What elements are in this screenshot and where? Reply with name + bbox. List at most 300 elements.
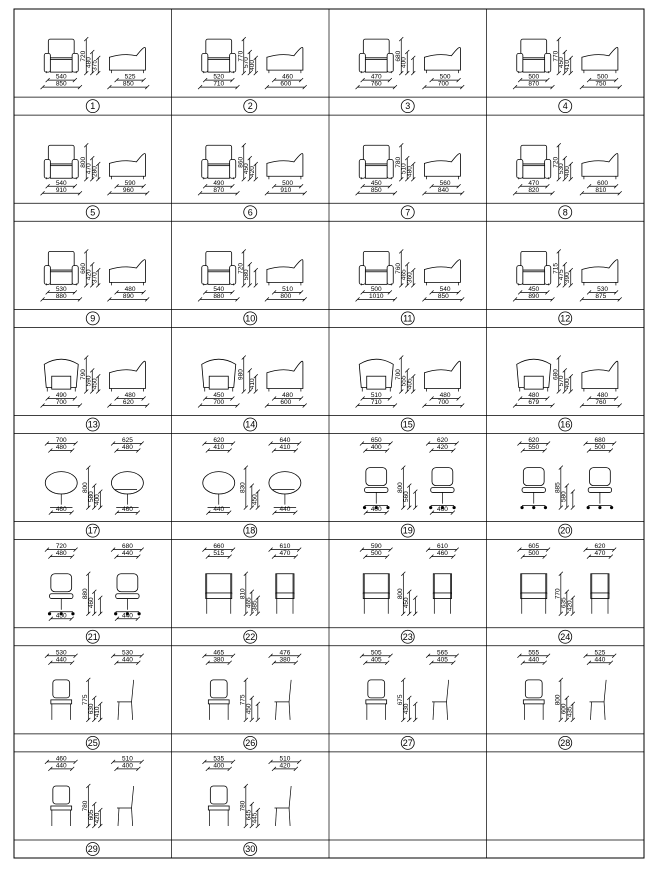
chair-seat-shape: [588, 488, 611, 493]
front-height-dimension: 800: [396, 588, 404, 600]
front-overall-width: 850: [55, 80, 67, 88]
chair-back-shape: [363, 574, 389, 594]
chair-cell: [517, 543, 616, 643]
top-right-inner-width: 470: [594, 550, 606, 558]
front-height-dimension: 675: [396, 694, 404, 706]
chair-shell-shape: [269, 472, 301, 494]
seat-height-dimension: 630: [87, 703, 95, 715]
chair-seat-shape: [208, 166, 230, 179]
chair-back-shape: [368, 680, 385, 698]
chair-back-shape: [366, 468, 387, 486]
top-left-inner-width: 550: [528, 444, 540, 451]
front-height-dimension: 720: [79, 50, 87, 62]
side-height-dimension: 450: [91, 378, 99, 390]
chair-side-shape: [267, 361, 303, 388]
side-inner-width: 540: [439, 285, 451, 293]
bottom-right-width: 440: [279, 506, 291, 514]
chair-arm-shape: [202, 53, 208, 72]
cell-number: 17: [87, 525, 98, 536]
front-overall-width: 910: [55, 186, 67, 194]
cell-number: 27: [402, 737, 413, 748]
chair-back-shape: [206, 574, 232, 594]
chair-profile: [590, 680, 607, 702]
side-height-dimension: 410: [249, 378, 257, 390]
side-overall-width: 850: [122, 80, 134, 88]
chair-arm-shape: [387, 53, 393, 72]
cell-number: 11: [403, 313, 413, 324]
seat-height-dimension: 580: [87, 491, 95, 503]
seat-height-dimension: 570: [558, 375, 566, 387]
top-right-inner-width: 480: [121, 444, 133, 451]
chair-side-shape: [424, 47, 460, 70]
side-inner-width: 460: [282, 73, 294, 81]
side-overall-width: 700: [437, 80, 449, 88]
side-overall-width: 850: [437, 292, 449, 300]
side-inner-width: 530: [597, 285, 609, 293]
chair-cell: [513, 37, 622, 113]
side-height-dimension: 420: [93, 812, 101, 824]
side-overall-width: 910: [280, 186, 292, 194]
front-inner-width: 470: [370, 73, 382, 81]
chair-seat-shape: [365, 60, 387, 73]
seat-height-dimension: 450: [245, 703, 253, 715]
top-left-overall-width: 465: [213, 649, 225, 657]
top-left-overall-width: 700: [55, 437, 67, 444]
front-overall-width: 679: [528, 399, 540, 406]
cell-number: 16: [560, 419, 571, 430]
cell-grid: [14, 9, 644, 858]
top-right-overall-width: 680: [594, 437, 606, 444]
seat-height-dimension: 420: [85, 269, 93, 281]
top-right-inner-width: 410: [279, 444, 291, 451]
cell-number: 12: [560, 313, 571, 324]
chair-seat-shape: [206, 593, 232, 599]
seat-height-dimension: 480: [85, 57, 93, 69]
top-right-overall-width: 530: [121, 649, 133, 657]
chair-seat-shape: [366, 700, 387, 704]
chair-arm-shape: [387, 160, 393, 179]
side-inner-width: 600: [597, 179, 609, 187]
side-overall-width: 600: [280, 399, 292, 406]
top-right-inner-width: 400: [121, 762, 133, 770]
front-overall-width: 890: [528, 292, 540, 300]
chair-seat-shape: [523, 700, 544, 704]
front-inner-width: 540: [55, 73, 67, 81]
bottom-left-width: 460: [55, 506, 67, 514]
side-height-dimension: 390: [564, 272, 572, 284]
chair-seat-shape: [52, 376, 71, 389]
front-height-dimension: 775: [239, 694, 247, 706]
side-inner-width: 510: [282, 285, 294, 293]
chair-arm-shape: [72, 53, 78, 72]
chair-seat-shape: [365, 488, 388, 493]
chair-shell-shape: [45, 472, 77, 494]
chair-seat-shape: [363, 593, 389, 599]
chair-cell: [45, 755, 144, 855]
front-inner-width: 500: [370, 285, 382, 293]
chair-side-shape: [582, 154, 618, 177]
seat-height-dimension: 635: [560, 597, 568, 609]
top-right-overall-width: 680: [121, 543, 133, 551]
chair-cell: [517, 649, 616, 749]
front-overall-width: 870: [213, 186, 225, 194]
chair-side-shape: [424, 361, 460, 388]
front-overall-width: 700: [213, 399, 225, 406]
front-inner-width: 530: [55, 285, 67, 293]
cell-number: 3: [405, 101, 411, 112]
side-height-dimension: 450: [251, 494, 259, 506]
chair-seat-shape: [433, 593, 451, 599]
front-height-dimension: 720: [552, 156, 560, 168]
top-right-inner-width: 420: [279, 762, 291, 770]
seat-height-dimension: 460: [87, 597, 95, 609]
side-overall-width: 810: [595, 186, 607, 194]
bottom-left-width: 450: [55, 612, 67, 620]
chair-leg: [118, 702, 119, 720]
seat-height-dimension: 450: [558, 57, 566, 69]
chair-caster: [429, 506, 432, 509]
front-inner-width: 520: [213, 73, 225, 81]
side-height-dimension: 385: [251, 600, 259, 612]
chair-back-shape: [363, 39, 389, 58]
chair-back-shape: [206, 145, 232, 164]
chair-seat-shape: [523, 166, 545, 179]
chair-back-shape: [433, 574, 451, 594]
chair-back-shape: [53, 680, 70, 698]
side-overall-width: 750: [595, 80, 607, 88]
cell-number: 7: [405, 207, 411, 218]
chair-seat-shape: [208, 700, 229, 704]
chair-arm-shape: [545, 266, 551, 285]
chair-profile: [275, 786, 292, 808]
side-height-dimension: 420: [249, 166, 257, 178]
chair-back-shape: [363, 251, 389, 270]
top-left-overall-width: 590: [370, 543, 382, 551]
front-height-dimension: 760: [394, 262, 402, 274]
chair-caster: [138, 612, 141, 615]
seat-height-dimension: 470: [85, 163, 93, 175]
chair-seat-shape: [521, 593, 547, 599]
chair-arm-shape: [517, 160, 523, 179]
top-right-overall-width: 510: [279, 755, 291, 763]
front-overall-width: 1010: [369, 292, 384, 300]
top-right-overall-width: 625: [121, 437, 133, 444]
chair-cell: [360, 437, 459, 537]
side-height-dimension: 405: [406, 378, 414, 390]
chair-cell: [41, 143, 150, 219]
chair-cell: [356, 37, 465, 113]
front-height-dimension: 700: [394, 369, 402, 380]
chair-side-shape: [267, 154, 303, 177]
chair-cell: [202, 755, 301, 855]
top-left-overall-width: 720: [55, 543, 67, 551]
front-height-dimension: 660: [79, 262, 87, 274]
side-overall-width: 840: [437, 186, 449, 194]
seat-height-dimension: 560: [402, 491, 410, 503]
chair-back-shape: [210, 680, 227, 698]
front-height-dimension: 680: [394, 50, 402, 62]
chair-arm-shape: [545, 53, 551, 72]
top-left-inner-width: 400: [370, 444, 382, 451]
top-right-inner-width: 440: [594, 656, 606, 664]
cell-number: 1: [90, 101, 96, 112]
front-height-dimension: 790: [79, 369, 87, 380]
bottom-right-width: 460: [436, 506, 448, 514]
chair-seat-shape: [208, 272, 230, 285]
top-left-inner-width: 440: [528, 656, 540, 664]
chair-cell: [202, 543, 301, 643]
chair-arm-shape: [72, 160, 78, 179]
chair-seat-shape: [524, 376, 543, 389]
front-height-dimension: 800: [554, 694, 562, 706]
chair-back-shape: [48, 39, 74, 58]
chair-seat-shape: [51, 700, 72, 704]
front-overall-width: 850: [370, 186, 382, 194]
side-height-dimension: 435: [566, 706, 574, 718]
chair-leg: [604, 702, 605, 720]
chair-cell: [513, 249, 622, 325]
seat-height-dimension: 590: [85, 375, 93, 387]
seat-height-dimension: 450: [402, 597, 410, 609]
front-height-dimension: 800: [81, 482, 89, 494]
chair-caster: [520, 506, 523, 509]
chair-arm-shape: [517, 53, 523, 72]
top-left-overall-width: 620: [528, 437, 540, 444]
chair-cell: [41, 356, 150, 432]
chair-leg: [118, 808, 119, 826]
side-inner-width: 480: [124, 285, 136, 293]
chair-back-shape: [206, 39, 232, 58]
chair-caster: [386, 506, 389, 509]
chair-profile: [275, 680, 292, 702]
chair-back-shape: [521, 145, 547, 164]
chair-seat-shape: [523, 60, 545, 73]
front-inner-width: 490: [213, 179, 225, 187]
chair-back-shape: [432, 468, 453, 486]
bottom-left-width: 400: [370, 506, 382, 514]
chair-seat-shape: [522, 488, 545, 493]
chair-side-shape: [582, 361, 618, 388]
cell-number: 19: [402, 525, 413, 536]
chair-back-shape: [521, 251, 547, 270]
chair-profile: [432, 680, 449, 702]
chair-cell: [45, 649, 144, 749]
cell-number: 13: [87, 419, 98, 430]
seat-height-dimension: 600: [560, 703, 568, 715]
chair-profile: [117, 786, 134, 808]
front-overall-width: 880: [55, 292, 67, 300]
chair-arm-shape: [202, 266, 208, 285]
seat-height-dimension: 450: [243, 163, 251, 175]
chair-side-shape: [109, 260, 145, 283]
chair-caster: [598, 506, 601, 509]
top-left-overall-width: 530: [55, 649, 67, 657]
chair-cell: [41, 249, 150, 325]
cell-number: 24: [560, 631, 571, 642]
cell-number: 30: [245, 844, 256, 854]
top-left-inner-width: 440: [55, 656, 67, 664]
chair-back-shape: [48, 145, 74, 164]
chair-arm-shape: [545, 160, 551, 179]
chair-back-shape: [210, 786, 227, 804]
seat-height-dimension: 465: [245, 597, 253, 609]
front-height-dimension: 980: [237, 369, 245, 380]
top-left-inner-width: 500: [370, 550, 382, 558]
chair-back-shape: [521, 574, 547, 594]
top-right-overall-width: 510: [121, 755, 133, 763]
chair-profile: [117, 680, 134, 702]
front-height-dimension: 780: [239, 800, 247, 812]
side-height-dimension: 410: [564, 60, 572, 71]
top-right-overall-width: 620: [436, 437, 448, 444]
top-right-overall-width: 610: [436, 543, 448, 551]
bottom-right-width: 440: [121, 612, 133, 620]
top-right-inner-width: 420: [436, 444, 448, 451]
top-left-overall-width: 660: [213, 543, 225, 551]
chair-seat-shape: [431, 488, 454, 493]
chair-side-shape: [109, 47, 145, 70]
chair-cell: [41, 37, 150, 113]
chair-seat-shape: [523, 272, 545, 285]
seat-height-dimension: 430: [402, 703, 410, 715]
top-right-overall-width: 525: [594, 649, 606, 657]
chair-cell: [45, 543, 144, 643]
front-height-dimension: 770: [552, 50, 560, 62]
chair-seat-shape: [50, 272, 72, 285]
chair-leg: [276, 702, 277, 720]
chair-leg: [591, 702, 592, 720]
top-right-overall-width: 620: [594, 543, 606, 551]
cell-number: 4: [562, 101, 568, 112]
side-inner-width: 480: [282, 392, 294, 399]
seat-height-dimension: 570: [243, 57, 251, 69]
chair-cell: [202, 437, 301, 537]
seat-height-dimension: 645: [245, 809, 253, 821]
chair-arm-shape: [359, 53, 365, 72]
chair-leg: [289, 808, 290, 826]
seat-height-dimension: 510: [400, 163, 408, 175]
chair-side-shape: [582, 47, 618, 70]
top-right-inner-width: 405: [436, 656, 448, 664]
side-height-dimension: 400: [564, 166, 572, 178]
side-overall-width: 875: [595, 292, 607, 300]
top-left-inner-width: 515: [213, 550, 225, 558]
top-right-overall-width: 565: [436, 649, 448, 657]
chair-cell: [513, 356, 622, 432]
chair-seat-shape: [50, 166, 72, 179]
top-right-inner-width: 470: [279, 550, 291, 558]
front-overall-width: 700: [55, 399, 67, 406]
chair-cell: [517, 437, 616, 537]
seat-height-dimension: 465: [400, 269, 408, 281]
chair-back-shape: [525, 680, 542, 698]
cell-number: 18: [245, 525, 256, 536]
top-left-inner-width: 480: [55, 444, 67, 451]
chair-seat-shape: [208, 60, 230, 73]
cell-number: 8: [562, 207, 568, 218]
cell-number: 5: [90, 207, 96, 218]
chair-side-shape: [582, 260, 618, 283]
front-height-dimension: 780: [81, 800, 89, 812]
seat-height-dimension: 400: [400, 57, 408, 69]
top-right-overall-width: 610: [279, 543, 291, 551]
cell-number: 25: [87, 737, 98, 748]
bottom-right-width: 460: [121, 506, 133, 514]
side-height-dimension: 375: [91, 60, 99, 71]
front-overall-width: 710: [213, 80, 225, 88]
chair-caster: [114, 612, 117, 615]
front-height-dimension: 720: [237, 262, 245, 274]
front-height-dimension: 715: [552, 262, 560, 274]
chair-cell: [356, 356, 465, 432]
top-left-inner-width: 480: [55, 550, 67, 558]
side-overall-width: 600: [280, 80, 292, 88]
chair-caster: [71, 612, 74, 615]
front-overall-width: 880: [213, 292, 225, 300]
chair-back-shape: [51, 574, 72, 592]
side-inner-width: 480: [597, 392, 609, 399]
front-height-dimension: 770: [237, 50, 245, 62]
side-overall-width: 960: [122, 186, 134, 194]
cell-number: 22: [245, 631, 256, 642]
chair-side-shape: [109, 154, 145, 177]
chair-caster: [544, 506, 547, 509]
chair-cell: [356, 249, 465, 325]
bottom-left-width: 440: [213, 506, 225, 514]
chair-caster: [587, 506, 590, 509]
side-height-dimension: 370: [91, 272, 99, 284]
cell-number: 23: [402, 631, 413, 642]
side-height-dimension: 445: [251, 812, 259, 824]
side-overall-width: 620: [122, 399, 134, 406]
chair-leg: [289, 702, 290, 720]
chair-leg: [433, 702, 434, 720]
chair-cell: [360, 543, 459, 643]
chair-seat-shape: [208, 806, 229, 810]
chair-seat-shape: [51, 806, 72, 810]
top-left-inner-width: 500: [528, 550, 540, 558]
side-inner-width: 480: [439, 392, 451, 399]
cell-number: 15: [402, 419, 413, 430]
chair-arm-shape: [230, 53, 236, 72]
chair-arm-shape: [44, 266, 50, 285]
side-height-dimension: 420: [566, 600, 574, 612]
top-left-inner-width: 400: [213, 762, 225, 770]
front-overall-width: 870: [528, 80, 540, 88]
seat-height-dimension: 580: [560, 491, 568, 503]
chair-arm-shape: [72, 266, 78, 285]
chair-back-shape: [53, 786, 70, 804]
side-height-dimension: 400: [93, 494, 101, 506]
top-left-overall-width: 555: [528, 649, 540, 657]
cell-number: 26: [245, 737, 256, 748]
chair-seat-shape: [367, 376, 386, 389]
chair-caster: [610, 506, 613, 509]
front-inner-width: 540: [55, 179, 67, 187]
cell-number: 6: [247, 207, 253, 218]
front-overall-width: 820: [528, 186, 540, 194]
chair-arm-shape: [44, 160, 50, 179]
front-overall-width: 710: [370, 399, 382, 406]
side-inner-width: 560: [439, 179, 451, 187]
chair-arm-shape: [230, 160, 236, 179]
seat-height-dimension: 555: [400, 375, 408, 387]
side-height-dimension: 400: [564, 378, 572, 390]
chair-arm-shape: [359, 160, 365, 179]
cell-number: 29: [87, 844, 98, 854]
chair-arm-shape: [387, 266, 393, 285]
side-inner-width: 500: [439, 73, 451, 81]
